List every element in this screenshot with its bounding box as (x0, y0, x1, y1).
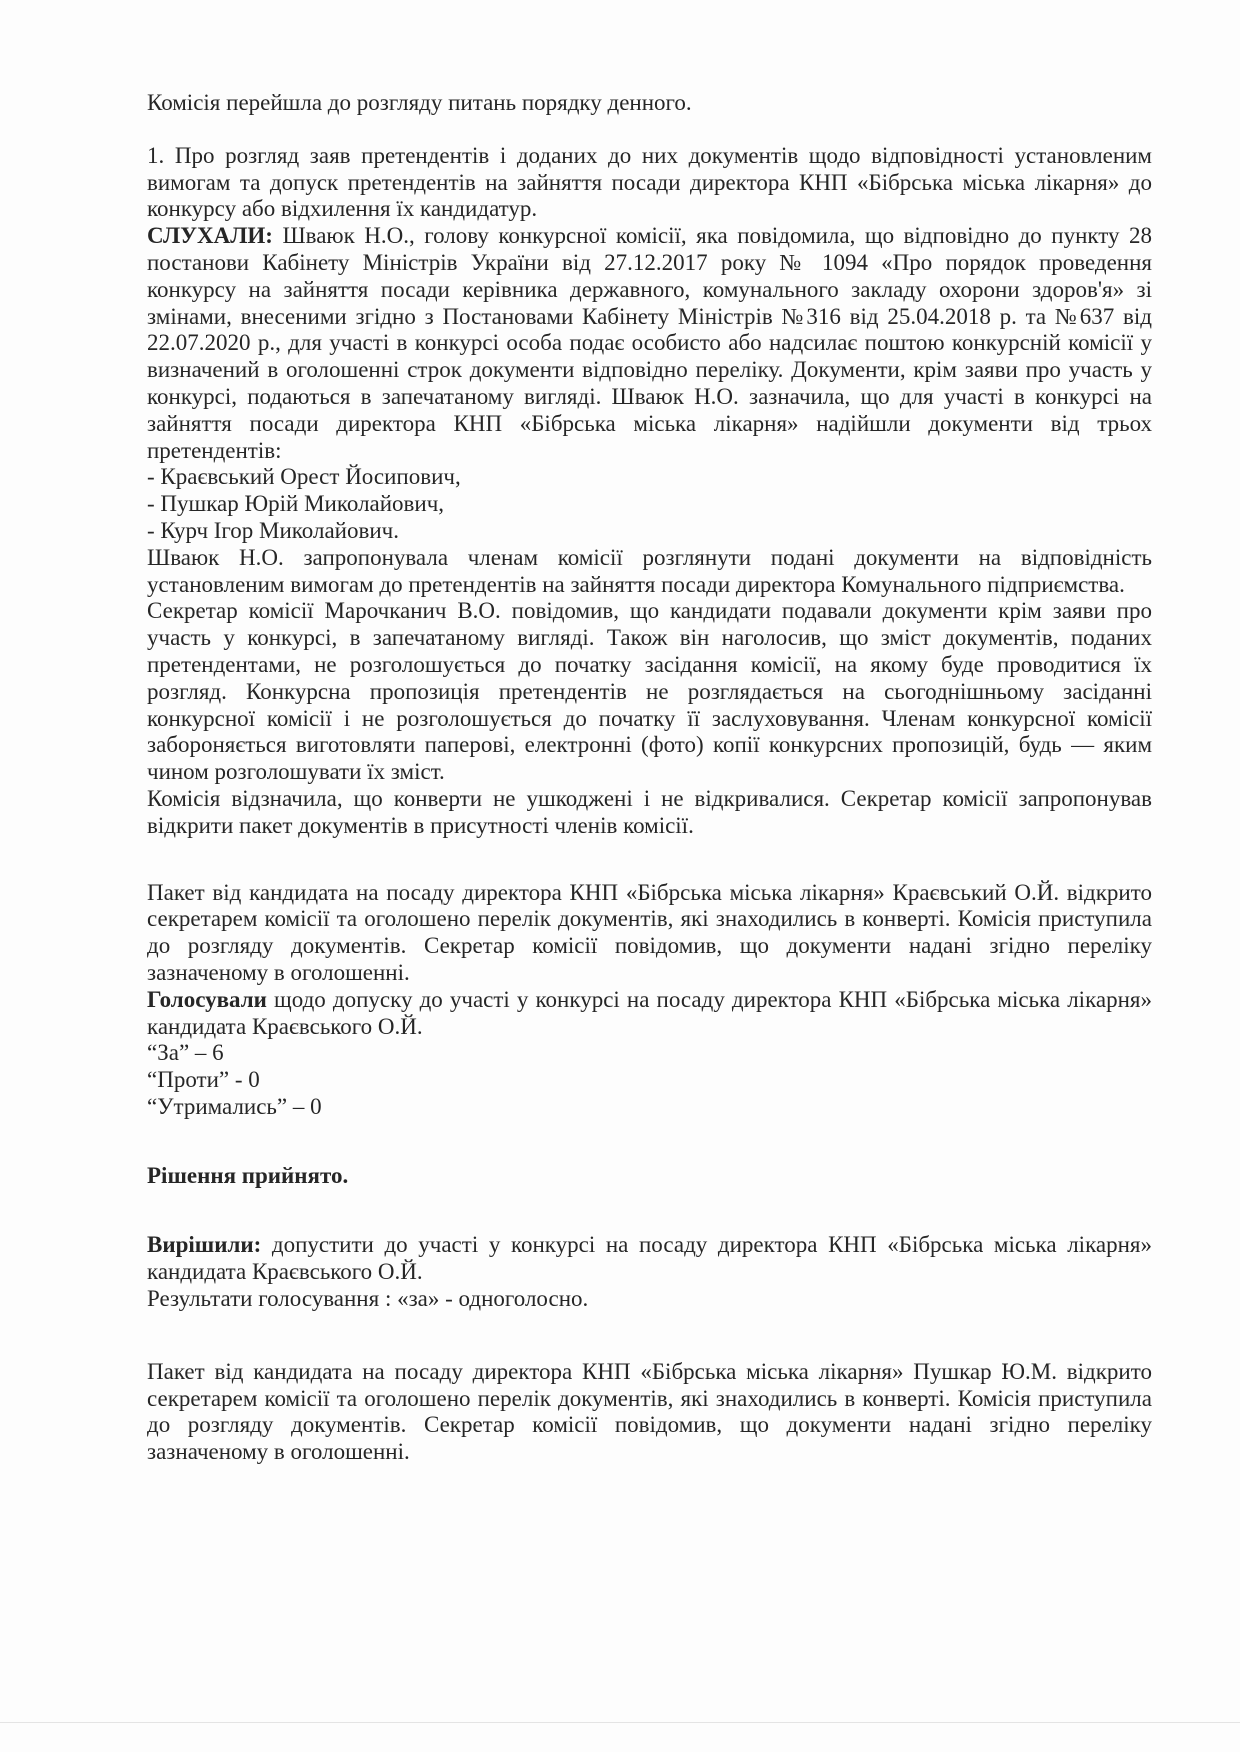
scan-edge-line (0, 1722, 1240, 1723)
voted-paragraph (147, 987, 1152, 1041)
proposal-paragraph: Шваюк Н.О. запропонувала членам комісії розглянути подані документи на відповідність установленим вимогам до претендентів на зайняття посади директора Комунального підприємства. (147, 544, 1152, 597)
decision-taken: Рішення прийнято. (147, 1162, 349, 1188)
candidate-item: - Курч Ігор Миколайович. (147, 517, 399, 543)
package-2-paragraph: Пакет від кандидата на посаду директора КНП «Бібрська міська лікарня» Пушкар Ю.М. відкрито секретарем комісії та оголошено перелік документів, які знаходились в конверті. Комісія приступила до розгляду документів. Секретар комісії повідомив, що документи надані згідно переліку зазначеному в оголошенні. (147, 1358, 1152, 1465)
vote-for: “За” – 6 (147, 1040, 224, 1066)
candidate-item: - Краєвський Орест Йосипович, (147, 464, 461, 490)
decided-paragraph (147, 1232, 1152, 1286)
secretary-paragraph: Секретар комісії Марочканич В.О. повідомив, що кандидати подавали документи крім заяви про участь у конкурсі, в запечатаному вигляді. Також він наголосив, що зміст документів, поданих претендентами, не розголошується до початку засідання комісії, на якому буде проводитися їх розгляд. Конкурсна пропозиція претендентів не розглядається на сьогоднішньому засіданні конкурсної комісії і не розголошується до початку її заслуховування. Членам конкурсної комісії забороняється виготовляти паперові, електронні (фото) копії конкурсних пропозицій, будь — яким чином розголошувати їх зміст. (147, 598, 1152, 785)
candidate-item: - Пушкар Юрій Миколайович, (147, 491, 445, 517)
decided-label: Вирішили: (147, 1232, 262, 1258)
agenda-item-1: 1. Про розгляд заяв претендентів і доданих до них документів щодо відповідності установленим вимогам та допуск претендентів на зайняття посади директора КНП «Бібрська міська лікарня» до конкурсу або відхилення їх кандидатур. (147, 142, 1152, 222)
voted-text: щодо допуску до участі у конкурсі на посаду директора КНП «Бібрська міська лікарня» кандидата Краєвського О.Й. (147, 986, 1152, 1039)
heard-label: СЛУХАЛИ: (147, 223, 273, 249)
intro-paragraph: Комісія перейшла до розгляду питань порядку денного. (147, 90, 692, 115)
package-1-paragraph: Пакет від кандидата на посаду директора КНП «Бібрська міська лікарня» Краєвський О.Й. відкрито секретарем комісії та оголошено перелік документів, які знаходились в конверті. Комісія приступила до розгляду документів. Секретар комісії повідомив, що документи надані згідно переліку зазначеному в оголошенні. (147, 879, 1152, 985)
document-body (147, 90, 1152, 1466)
envelopes-paragraph: Комісія відзначила, що конверти не ушкоджені і не відкривалися. Секретар комісії запропонував відкрити пакет документів в присутності членів комісії. (147, 785, 1152, 838)
heard-paragraph (147, 223, 1152, 464)
heard-text: Шваюк Н.О., голову конкурсної комісії, яка повідомила, що відповідно до пункту 28 постанови Кабінету Міністрів України від 27.12.2017 року № 1094 «Про порядок проведення конкурсу на зайняття посади керівника державного, комунального закладу охорони здоров'я» зі змінами, внесеними згідно з Постановами Кабінету Міністрів №316 від 25.04.2018 р. та №637 від 22.07.2020 р., для участі в конкурсі особа подає особисто або надсилає поштою конкурсній комісії у визначений в оголошенні строк документи відповідно переліку. Документи, крім заяви про участь у конкурсі, подаються в запечатаному вигляді. Шваюк Н.О. зазначила, що для участі в конкурсі на зайняття посади директора КНП «Бібрська міська лікарня» надійшли документи від трьох претендентів: (147, 223, 1152, 463)
vote-abstain: “Утримались” – 0 (147, 1093, 322, 1119)
voted-label: Голосували (147, 986, 267, 1012)
decided-text: допустити до участі у конкурсі на посаду директора КНП «Бібрська міська лікарня» кандидата Краєвського О.Й. (147, 1232, 1152, 1285)
vote-against: “Проти” - 0 (147, 1067, 260, 1093)
vote-result: Результати голосування : «за» - одноголосно. (147, 1286, 589, 1312)
